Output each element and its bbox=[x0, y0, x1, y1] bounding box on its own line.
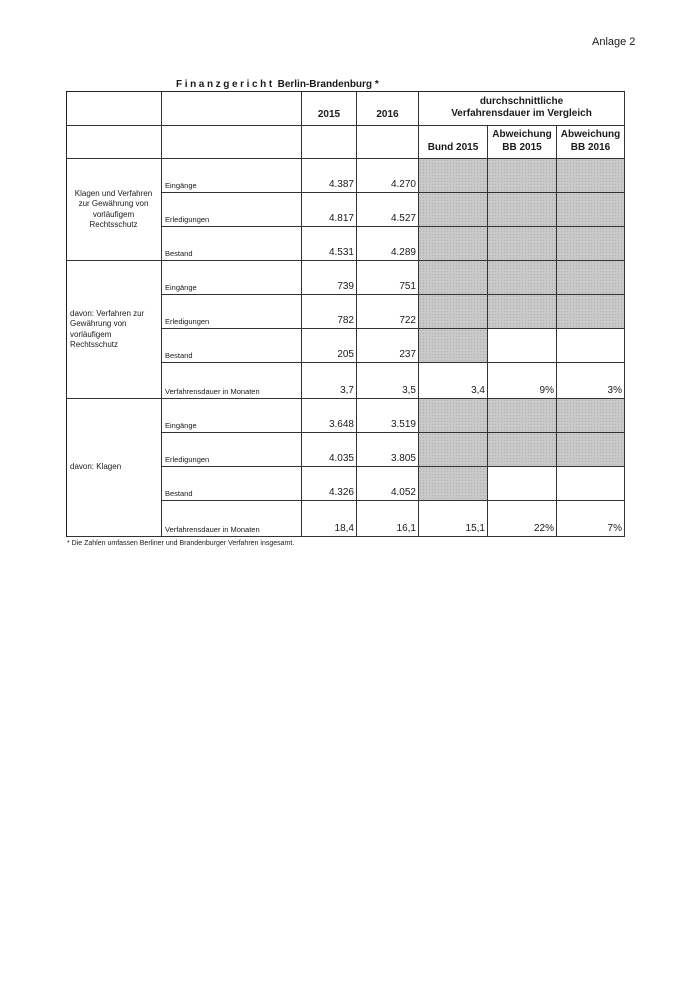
header-abw-bb-2015: Abweichung BB 2015 bbox=[488, 126, 557, 159]
header-abw-bb-2016: Abweichung BB 2016 bbox=[557, 126, 625, 159]
shaded-cell bbox=[419, 399, 488, 433]
value-2015: 18,4 bbox=[302, 501, 357, 537]
section-label: davon: Verfahren zur Gewährung von vorläufigem Rechtsschutz bbox=[66, 261, 162, 399]
section-label: Klagen und Verfahren zur Gewährung von vorläufigem Rechtsschutz bbox=[66, 159, 162, 261]
header-empty-3 bbox=[66, 126, 162, 159]
shaded-cell bbox=[557, 159, 625, 193]
value-2015: 782 bbox=[302, 295, 357, 329]
statistics-table bbox=[66, 91, 625, 537]
header-2015: 2015 bbox=[302, 91, 357, 126]
shaded-cell bbox=[557, 295, 625, 329]
row-label: Bestand bbox=[162, 329, 302, 363]
shaded-cell bbox=[557, 399, 625, 433]
shaded-cell bbox=[557, 433, 625, 467]
value-bund-2015: 15,1 bbox=[419, 501, 488, 537]
value-2015: 4.326 bbox=[302, 467, 357, 501]
title-region: Berlin-Brandenburg * bbox=[277, 79, 379, 90]
value-abw-bb-2016: 3% bbox=[557, 363, 625, 399]
row-label: Erledigungen bbox=[162, 433, 302, 467]
shaded-cell bbox=[419, 193, 488, 227]
value-2016: 4.527 bbox=[357, 193, 419, 227]
value-2016: 4.289 bbox=[357, 227, 419, 261]
value-2015: 4.817 bbox=[302, 193, 357, 227]
shaded-cell bbox=[419, 261, 488, 295]
section-label: davon: Klagen bbox=[66, 399, 162, 537]
row-label: Verfahrensdauer in Monaten bbox=[162, 363, 302, 399]
value-2016: 4.270 bbox=[357, 159, 419, 193]
header-empty-4 bbox=[162, 126, 302, 159]
shaded-cell bbox=[557, 193, 625, 227]
value-2016: 751 bbox=[357, 261, 419, 295]
empty-cell bbox=[488, 329, 557, 363]
empty-cell bbox=[557, 329, 625, 363]
shaded-cell bbox=[488, 433, 557, 467]
row-label: Erledigungen bbox=[162, 295, 302, 329]
value-2016: 237 bbox=[357, 329, 419, 363]
value-2015: 3,7 bbox=[302, 363, 357, 399]
row-label: Eingänge bbox=[162, 159, 302, 193]
shaded-cell bbox=[488, 193, 557, 227]
header-empty-1 bbox=[66, 91, 162, 126]
value-2015: 205 bbox=[302, 329, 357, 363]
value-2015: 4.531 bbox=[302, 227, 357, 261]
value-2015: 4.035 bbox=[302, 433, 357, 467]
value-abw-bb-2015: 22% bbox=[488, 501, 557, 537]
row-label: Verfahrensdauer in Monaten bbox=[162, 501, 302, 537]
shaded-cell bbox=[557, 227, 625, 261]
value-2016: 3.519 bbox=[357, 399, 419, 433]
annex-label: Anlage 2 bbox=[592, 36, 636, 48]
table-title bbox=[176, 79, 379, 90]
empty-cell bbox=[557, 467, 625, 501]
shaded-cell bbox=[419, 159, 488, 193]
value-2015: 4.387 bbox=[302, 159, 357, 193]
value-2016: 3,5 bbox=[357, 363, 419, 399]
empty-cell bbox=[488, 467, 557, 501]
shaded-cell bbox=[488, 227, 557, 261]
title-court: Finanzgericht bbox=[176, 79, 275, 90]
value-2016: 4.052 bbox=[357, 467, 419, 501]
shaded-cell bbox=[488, 159, 557, 193]
shaded-cell bbox=[488, 295, 557, 329]
shaded-cell bbox=[488, 399, 557, 433]
shaded-cell bbox=[419, 227, 488, 261]
header-2016: 2016 bbox=[357, 91, 419, 126]
header-comparison: durchschnittliche Verfahrensdauer im Vergleich bbox=[419, 91, 625, 126]
shaded-cell bbox=[419, 467, 488, 501]
shaded-cell bbox=[419, 295, 488, 329]
footnote: * Die Zahlen umfassen Berliner und Brandenburger Verfahren insgesamt. bbox=[67, 540, 295, 547]
header-empty-5 bbox=[302, 126, 357, 159]
header-empty-2 bbox=[162, 91, 302, 126]
shaded-cell bbox=[488, 261, 557, 295]
value-2016: 722 bbox=[357, 295, 419, 329]
row-label: Eingänge bbox=[162, 261, 302, 295]
row-label: Bestand bbox=[162, 467, 302, 501]
row-label: Eingänge bbox=[162, 399, 302, 433]
value-2015: 739 bbox=[302, 261, 357, 295]
header-bund-2015: Bund 2015 bbox=[419, 126, 488, 159]
shaded-cell bbox=[419, 329, 488, 363]
value-2016: 16,1 bbox=[357, 501, 419, 537]
value-bund-2015: 3,4 bbox=[419, 363, 488, 399]
shaded-cell bbox=[419, 433, 488, 467]
row-label: Erledigungen bbox=[162, 193, 302, 227]
value-abw-bb-2015: 9% bbox=[488, 363, 557, 399]
value-2016: 3.805 bbox=[357, 433, 419, 467]
row-label: Bestand bbox=[162, 227, 302, 261]
value-2015: 3.648 bbox=[302, 399, 357, 433]
value-abw-bb-2016: 7% bbox=[557, 501, 625, 537]
shaded-cell bbox=[557, 261, 625, 295]
header-empty-6 bbox=[357, 126, 419, 159]
